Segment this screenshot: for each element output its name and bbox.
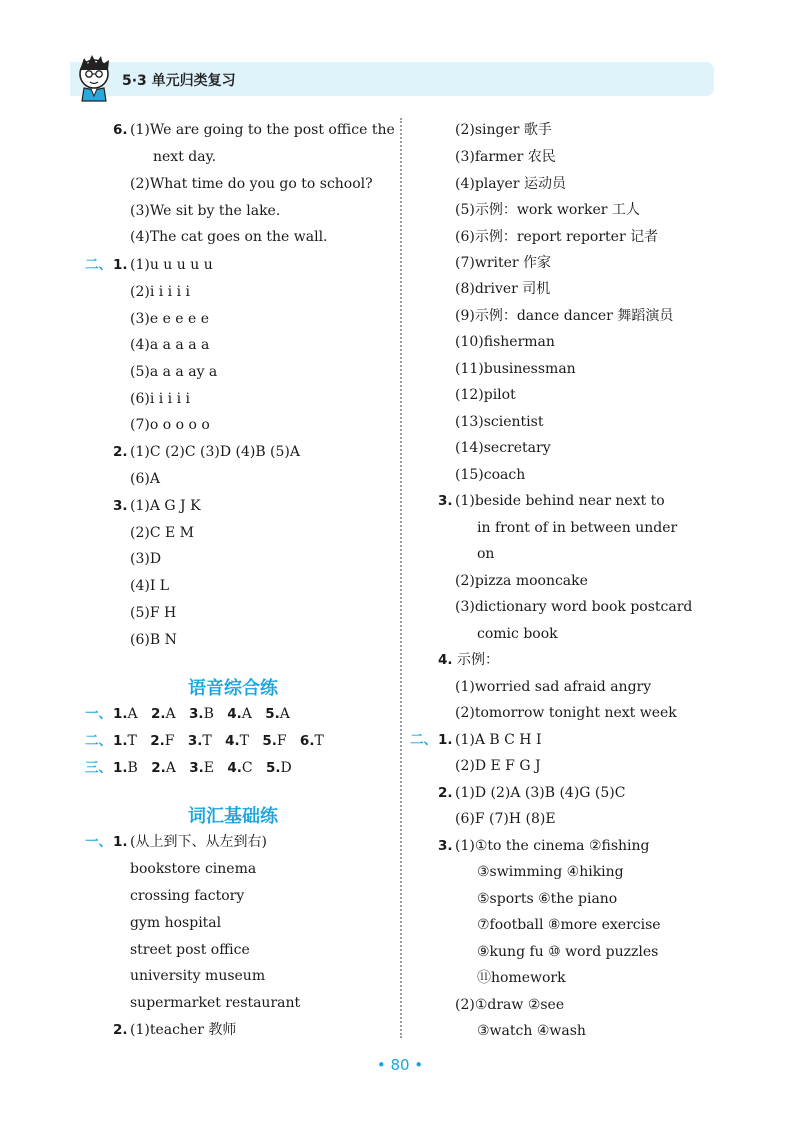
answer-line: (9)示例：dance dancer 舞蹈演员: [455, 308, 674, 324]
answer-line: bookstore cinema: [130, 861, 257, 877]
column-divider: [400, 118, 402, 1038]
answer-line: (7)writer 作家: [455, 255, 552, 271]
answer-line: comic book: [477, 626, 558, 642]
answer-line: university museum: [130, 968, 266, 984]
header-title: 5·3 单元归类复习: [122, 73, 236, 89]
section-mark: 二、: [85, 257, 112, 273]
answer-line: (1)beside behind near next to: [455, 493, 665, 509]
answer-line: (2)C E M: [130, 525, 194, 541]
answer-line: on: [477, 546, 495, 562]
answer-line: (14)secretary: [455, 440, 551, 456]
answer-line: (3)e e e e e: [130, 311, 210, 327]
answer-line: (4)I L: [130, 578, 170, 594]
question-number: 3.: [438, 838, 453, 854]
answer-line: (3)farmer 农民: [455, 149, 556, 165]
section-mark: 三、: [85, 760, 112, 776]
answer-line: (3)We sit by the lake.: [130, 203, 281, 219]
answer-line: (5)F H: [130, 605, 177, 621]
answer-line: (2)tomorrow tonight next week: [455, 705, 677, 721]
answer-row: 1.B 2.A 3.E 4.C 5.D: [113, 760, 292, 776]
answer-line: (1)worried sad afraid angry: [455, 679, 652, 695]
answer-line: crossing factory: [130, 888, 245, 904]
question-number: 2.: [438, 785, 453, 801]
answer-line: (7)o o o o o: [130, 417, 210, 433]
answer-line: (11)businessman: [455, 361, 576, 377]
question-number: 1.: [113, 257, 128, 273]
answer-line: (10)fisherman: [455, 334, 555, 350]
answer-line: (13)scientist: [455, 414, 544, 430]
answer-line: (12)pilot: [455, 387, 516, 403]
answer-line: ⑤sports ⑥the piano: [477, 891, 618, 907]
question-number: 3.: [113, 498, 128, 514]
answer-line: (6)A: [130, 471, 160, 487]
answer-line: ⑪homework: [477, 970, 566, 986]
question-number: 1.: [113, 834, 128, 850]
question-number: 1.: [438, 732, 453, 748]
answer-line: (15)coach: [455, 467, 526, 483]
answer-line: (5)示例：work worker 工人: [455, 202, 640, 218]
question-number: 2.: [113, 444, 128, 460]
answer-line: (1)We are going to the post office the: [130, 122, 395, 138]
answer-line: (6)示例：report reporter 记者: [455, 229, 659, 245]
answer-line: (2)①draw ②see: [455, 997, 565, 1013]
section-mark: 二、: [85, 733, 112, 749]
section-mark: 一、: [85, 706, 112, 722]
answer-line: (2)i i i i i: [130, 284, 191, 300]
answer-line: (2)What time do you go to school?: [130, 176, 373, 192]
section-mark: 一、: [85, 834, 112, 850]
answer-line: (1)①to the cinema ②fishing: [455, 838, 650, 854]
section-mark: 二、: [410, 732, 437, 748]
answer-line: ⑦football ⑧more exercise: [477, 917, 661, 933]
answer-line: supermarket restaurant: [130, 995, 301, 1011]
answer-line: (1)u u u u u: [130, 257, 213, 273]
answer-line: (从上到下、从左到右): [130, 834, 267, 850]
answer-line: (1)C (2)C (3)D (4)B (5)A: [130, 444, 301, 460]
answer-line: (5)a a a ay a: [130, 364, 218, 380]
answer-line: (6)B N: [130, 632, 177, 648]
cartoon-student-icon: [72, 52, 116, 102]
answer-line: (1)teacher 教师: [130, 1022, 237, 1038]
answer-line: (4)a a a a a: [130, 337, 210, 353]
page-number: • 80 •: [376, 1056, 424, 1074]
question-number: 4.: [438, 652, 453, 668]
answer-line: street post office: [130, 942, 250, 958]
answer-line: in front of in between under: [477, 520, 678, 536]
answer-line: next day.: [153, 149, 217, 165]
section-title: 语音综合练: [188, 678, 278, 699]
answer-line: ③watch ④wash: [477, 1023, 586, 1039]
question-number: 6.: [113, 122, 128, 138]
answer-line: (6)i i i i i: [130, 391, 191, 407]
answer-line: (3)dictionary word book postcard: [455, 599, 693, 615]
answer-line: (1)A G J K: [130, 498, 201, 514]
answer-line: ③swimming ④hiking: [477, 864, 624, 880]
answer-line: (1)A B C H I: [455, 732, 542, 748]
answer-line: (2)D E F G J: [455, 758, 541, 774]
section-title: 词汇基础练: [188, 806, 278, 827]
answer-line: (2)singer 歌手: [455, 122, 552, 138]
answer-row: 1.T 2.F 3.T 4.T 5.F 6.T: [113, 733, 324, 749]
answer-line: (2)pizza mooncake: [455, 573, 588, 589]
answer-line: (1)D (2)A (3)B (4)G (5)C: [455, 785, 626, 801]
answer-line: gym hospital: [130, 915, 222, 931]
answer-line: (8)driver 司机: [455, 281, 551, 297]
question-number: 3.: [438, 493, 453, 509]
answer-line: (3)D: [130, 551, 162, 567]
answer-line: (6)F (7)H (8)E: [455, 811, 556, 827]
answer-line: (4)player 运动员: [455, 176, 566, 192]
answer-line: ⑨kung fu ⑩ word puzzles: [477, 944, 659, 960]
question-number: 2.: [113, 1022, 128, 1038]
answer-line: (4)The cat goes on the wall.: [130, 229, 328, 245]
answer-row: 1.A 2.A 3.B 4.A 5.A: [113, 706, 290, 722]
answer-line: 示例：: [457, 652, 499, 668]
